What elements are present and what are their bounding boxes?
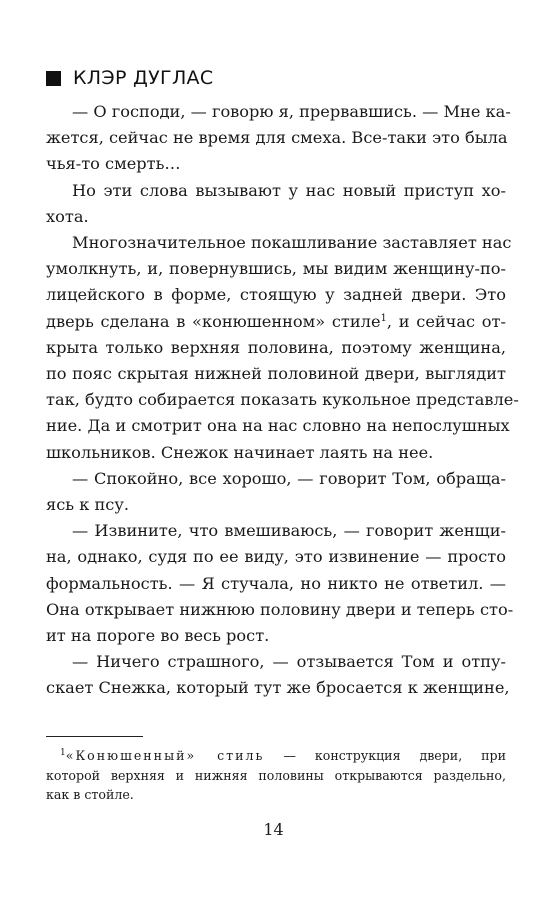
- header-square-mark: [46, 71, 61, 86]
- text-line: Многозначительное покашливание заставляет нас: [72, 233, 512, 253]
- text-line: жется, сейчас не время для смеха. Все-таки это была: [46, 128, 508, 148]
- text-line: — Спокойно, все хорошо, — говорит Том, обраща-: [72, 468, 506, 488]
- text-line: хота.: [46, 206, 89, 226]
- header-author: КЛЭР ДУГЛАС: [73, 67, 214, 89]
- text-line: скает Снежка, который тут же бросается к женщине,: [46, 678, 510, 698]
- footnote-divider: [46, 736, 143, 737]
- text-line: так, будто собирается показать кукольное представле-: [46, 390, 519, 410]
- footnote-marker: 1: [380, 312, 387, 324]
- text-line: школьников. Снежок начинает лаять на нее.: [46, 442, 434, 462]
- text-fragment: дверь сделана в «конюшенном» стиле: [46, 311, 381, 331]
- text-line: умолкнуть, и, повернувшись, мы видим женщину-по-: [46, 259, 506, 279]
- footnote-text: — конструкция двери, при: [264, 748, 506, 763]
- text-line: — О господи, — говорю я, прервавшись. — Мне ка-: [72, 102, 511, 121]
- text-line: ясь к псу.: [46, 495, 130, 515]
- text-line: по пояс скрытая нижней половиной двери, выглядит: [46, 364, 506, 384]
- text-line: крыта только верхняя половина, поэтому женщина,: [46, 337, 506, 357]
- footnote-line: [46, 746, 506, 766]
- page-number: 14: [263, 820, 284, 839]
- footnote-line: как в стойле.: [46, 787, 134, 802]
- footnote-term: «Конюшенный» стиль: [65, 748, 265, 763]
- text-line: ит на пороге во весь рост.: [46, 626, 270, 646]
- text-line: ние. Да и смотрит она на нас словно на непослушных: [46, 416, 510, 436]
- text-fragment: , и сейчас от-: [386, 311, 506, 331]
- text-line: формальность. — Я стучала, но никто не ответил. —: [46, 573, 506, 593]
- text-line: лицейского в форме, стоящую у задней двери. Это: [46, 285, 506, 305]
- text-line: на, однако, судя по ее виду, это извинение — просто: [46, 547, 506, 567]
- text-line: чья-то смерть…: [46, 154, 181, 174]
- running-header: [46, 66, 213, 90]
- footnote: [46, 746, 506, 805]
- text-line: — Ничего страшного, — отзывается Том и отпу-: [72, 652, 506, 672]
- footnote-number: 1: [60, 748, 66, 758]
- text-line-with-footnote: [46, 309, 506, 335]
- text-line: — Извините, что вмешиваюсь, — говорит женщи-: [72, 521, 506, 541]
- text-line: Она открывает нижнюю половину двери и теперь сто-: [46, 599, 514, 619]
- body-text: [46, 99, 519, 702]
- footnote-line: которой верхняя и нижняя половины открываются раздельно,: [46, 767, 506, 783]
- text-line: Но эти слова вызывают у нас новый приступ хо-: [72, 180, 506, 200]
